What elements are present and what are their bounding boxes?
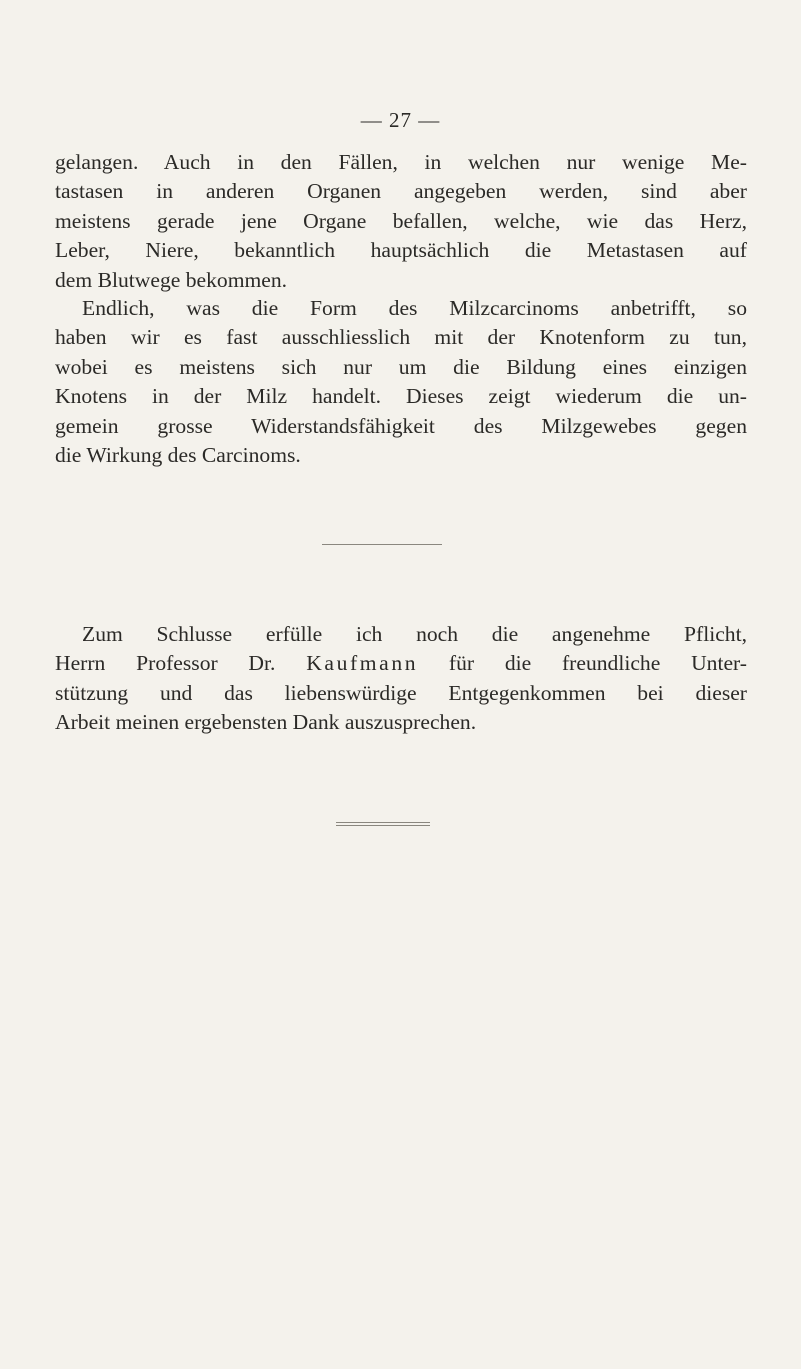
paragraph-tumor-form [55, 294, 747, 470]
text-fragment: für die freundliche Unter- [448, 651, 747, 676]
text-line: Arbeit meinen ergebensten Dank auszusprechen. [55, 710, 477, 735]
text-line: Endlich, was die Form des Milzcarcinoms anbetrifft, so [82, 296, 747, 320]
text-fragment: Herrn Professor Dr. [55, 651, 276, 676]
end-divider-bottom [336, 825, 430, 826]
text-line [55, 649, 747, 678]
text-line: wobei es meistens sich nur um die Bildung eines einzigen [55, 354, 747, 379]
text-line: gemein grosse Widerstandsfähigkeit des Milzgewebes gegen [55, 413, 747, 438]
text-line: Zum Schlusse erfülle ich noch die angenehme Pflicht, [82, 622, 747, 646]
text-line: Knotens in der Milz handelt. Dieses zeigt wiederum die un- [55, 384, 747, 409]
text-line: dem Blutwege bekommen. [55, 267, 288, 292]
text-line: stützung und das liebenswürdige Entgegenkommen bei dieser [55, 680, 747, 705]
section-divider [322, 544, 442, 545]
page-number: — 27 — [360, 108, 441, 132]
text-line: Leber, Niere, bekanntlich hauptsächlich die Metastasen auf [55, 238, 747, 263]
text-line: haben wir es fast ausschliesslich mit der Knotenform zu tun, [55, 325, 747, 350]
professor-name: Kaufmann [306, 651, 419, 676]
paragraph-acknowledgement [55, 620, 747, 738]
text-line: die Wirkung des Carcinoms. [55, 443, 301, 468]
paragraph-metastases [55, 148, 747, 295]
text-line: gelangen. Auch in den Fällen, in welchen nur wenige Me- [55, 150, 747, 174]
text-line: tastasen in anderen Organen angegeben werden, sind aber [55, 179, 747, 204]
text-line: meistens gerade jene Organe befallen, welche, wie das Herz, [55, 208, 747, 233]
end-divider-top [336, 822, 430, 823]
